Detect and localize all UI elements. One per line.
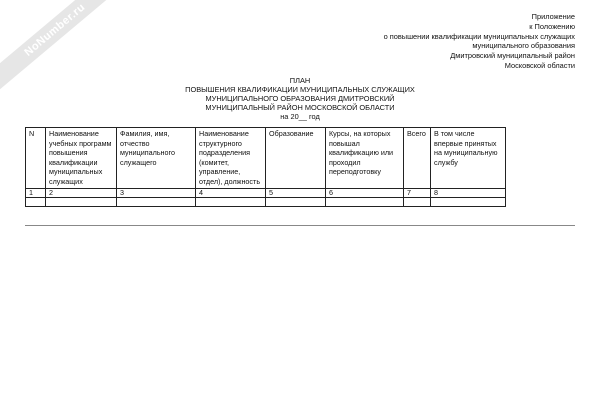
empty-cell <box>431 198 506 207</box>
title-line: ПОВЫШЕНИЯ КВАЛИФИКАЦИИ МУНИЦИПАЛЬНЫХ СЛУЖАЩИХ <box>185 85 415 94</box>
table-row <box>26 198 506 207</box>
plan-table <box>25 127 506 207</box>
number-cell: 4 <box>196 189 266 198</box>
number-cell: 1 <box>26 189 46 198</box>
appendix-line: Дмитровский муниципальный район <box>450 51 575 61</box>
number-cell: 6 <box>326 189 404 198</box>
header-cell: Курсы, на которых повышал квалификацию или проходил переподготовку <box>326 128 404 189</box>
header-cell: Наименование учебных программ повышения квалификации муниципальных служащих <box>46 128 117 189</box>
header-cell: В том числе впервые принятых на муниципальную службу <box>431 128 506 189</box>
appendix-line: о повышении квалификации муниципальных служащих <box>383 31 575 41</box>
title-line: на 20__ год <box>280 112 320 121</box>
number-cell: 8 <box>431 189 506 198</box>
empty-cell <box>46 198 117 207</box>
header-cell: Образование <box>266 128 326 189</box>
empty-cell <box>26 198 46 207</box>
divider <box>25 225 575 226</box>
appendix-line: Приложение <box>531 12 575 21</box>
empty-cell <box>266 198 326 207</box>
number-cell: 3 <box>117 189 196 198</box>
table-header-row <box>26 128 506 189</box>
document-title <box>0 76 600 121</box>
header-cell: Фамилия, имя, отчество муниципального служащего <box>117 128 196 189</box>
number-cell: 7 <box>404 189 431 198</box>
empty-cell <box>404 198 431 207</box>
header-cell: Всего <box>404 128 431 189</box>
watermark: NoNumber.ru <box>0 0 127 92</box>
number-cell: 5 <box>266 189 326 198</box>
appendix-line: к Положению <box>529 21 575 31</box>
title-line: МУНИЦИПАЛЬНЫЙ РАЙОН МОСКОВСКОЙ ОБЛАСТИ <box>205 103 395 112</box>
empty-cell <box>326 198 404 207</box>
appendix-note <box>384 12 575 71</box>
number-cell: 2 <box>46 189 117 198</box>
title-line: МУНИЦИПАЛЬНОГО ОБРАЗОВАНИЯ ДМИТРОВСКИЙ <box>205 94 395 103</box>
title-line: ПЛАН <box>289 76 311 85</box>
appendix-line: Московской области <box>504 60 575 70</box>
empty-cell <box>196 198 266 207</box>
table-row <box>26 189 506 198</box>
header-cell: Наименование структурного подразделения (комитет, управление, отдел), должность <box>196 128 266 189</box>
empty-cell <box>117 198 196 207</box>
appendix-line: муниципального образования <box>472 41 575 51</box>
header-cell: N <box>26 128 46 189</box>
